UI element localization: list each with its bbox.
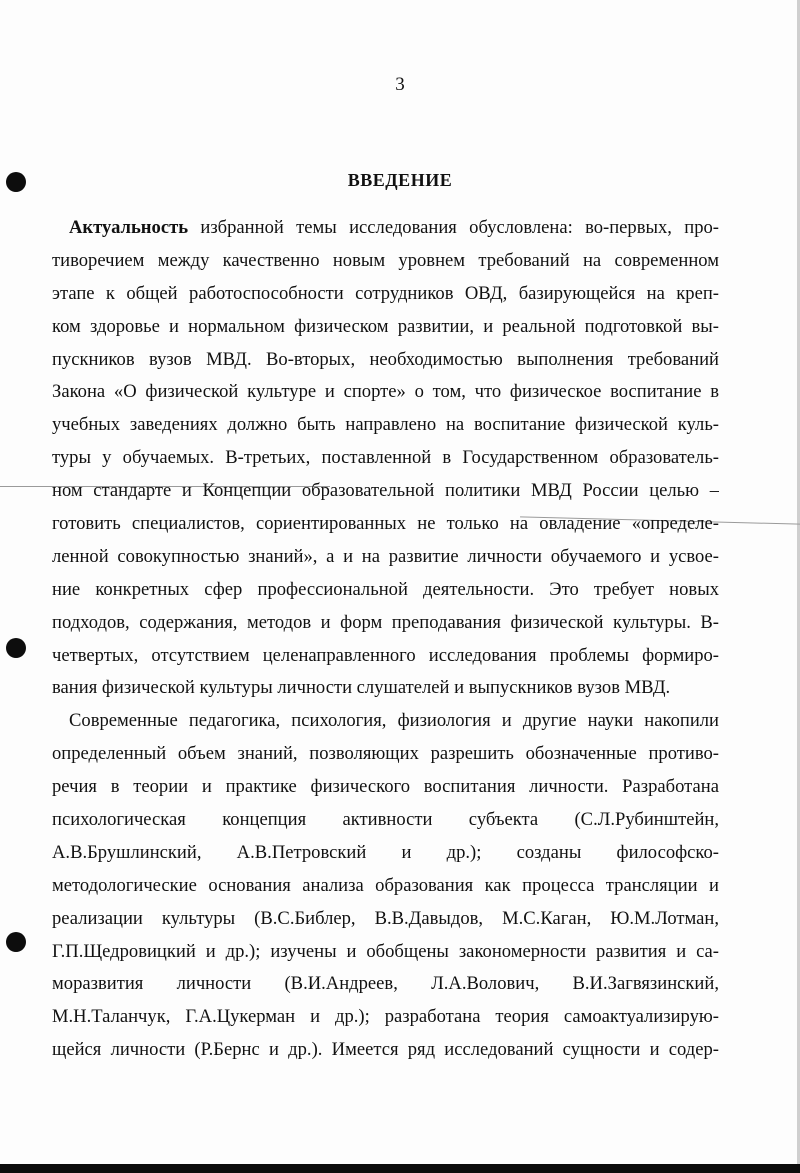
body-text [52,212,719,1067]
lead-word: Актуальность [69,217,189,238]
text-line: реализации культуры (В.С.Библер, В.В.Давыдов, М.С.Каган, Ю.М.Лотман, [52,907,719,929]
text-line: моразвития личности (В.И.Андреев, Л.А.Волович, В.И.Загвязинский, [52,973,719,995]
text-line: определенный объем знаний, позволяющих разрешить обозначенные противо- [52,743,719,765]
page-number: 3 [395,74,405,95]
text-line: ном стандарте и Концепции образовательной политики МВД России целью – [52,480,719,502]
text-line: ленной совокупностью знаний», а и на развитие личности обучаемого и усвое- [52,545,719,567]
text-line: готовить специалистов, сориентированных не только на овладение «определе- [52,513,719,535]
text-line-rest: избранной темы исследования обусловлена: во-первых, про- [188,217,719,238]
text-line: Закона «О физической культуре и спорте» о том, что физическое воспитание в [52,381,719,403]
text-line: вания физической культуры личности слушателей и выпускников вузов МВД. [52,677,671,699]
text-line: А.В.Брушлинский, А.В.Петровский и др.); созданы философско- [52,841,719,863]
text-line: речия в теории и практике физического воспитания личности. Разработана [52,776,719,798]
text-line [52,212,719,245]
text-line: четвертых, отсутствием целенаправленного исследования проблемы формиро- [52,644,719,666]
text-line: ком здоровье и нормальном физическом развитии, и реальной подготовкой вы- [52,315,719,337]
text-line: М.Н.Таланчук, Г.А.Цукерман и др.); разработана теория самоактуализирую- [52,1006,719,1028]
text-line: ние конкретных сфер профессиональной деятельности. Это требует новых [52,578,719,600]
text-line: психологическая концепция активности субъекта (С.Л.Рубинштейн, [52,809,719,831]
scan-bottom-edge [0,1164,800,1173]
text-line: Современные педагогика, психология, физиология и другие науки накопили [69,710,719,732]
punch-hole-mark [6,638,26,658]
section-heading: ВВЕДЕНИЕ [347,170,453,190]
text-line: тиворечием между качественно новым уровнем требований на современном [52,249,719,271]
text-line: пускников вузов МВД. Во-вторых, необходимостью выполнения требований [52,348,719,370]
text-line: учебных заведениях должно быть направлено на воспитание физической куль- [52,414,719,436]
text-line: этапе к общей работоспособности сотрудников ОВД, базирующейся на креп- [52,282,719,304]
text-line: туры у обучаемых. В-третьих, поставленной в Государственном образователь- [52,447,719,469]
punch-hole-mark [6,932,26,952]
text-line: подходов, содержания, методов и форм преподавания физической культуры. В- [52,611,719,633]
text-line: Г.П.Щедровицкий и др.); изучены и обобщены закономерности развития и са- [52,940,719,962]
text-line: методологические основания анализа образования как процесса трансляции и [52,874,719,896]
text-line: щейся личности (Р.Бернс и др.). Имеется ряд исследований сущности и содер- [52,1039,719,1061]
